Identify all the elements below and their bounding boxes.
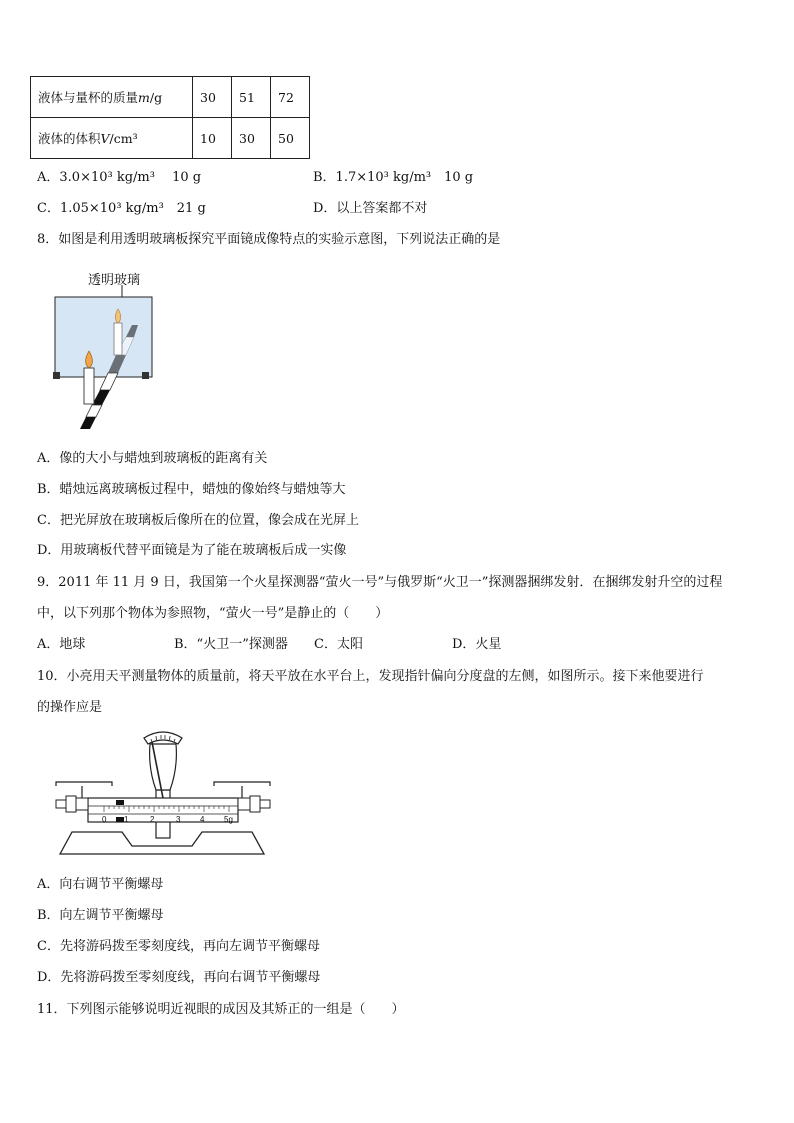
q7-option-b[interactable]: B．1.7×10³ kg/m³ 10 g bbox=[313, 170, 474, 185]
table-cell: 50 bbox=[271, 118, 310, 159]
figure-label-glass: 透明玻璃 bbox=[88, 273, 141, 288]
table-row bbox=[31, 77, 310, 118]
q7-option-a[interactable]: A．3.0×10³ kg/m³ 10 g bbox=[37, 170, 202, 185]
q10-stem-line1: 10．小亮用天平测量物体的质量前，将天平放在水平台上，发现指针偏向分度盘的左侧，如图所示。接下来他要进行 bbox=[37, 669, 704, 684]
table-cell: 51 bbox=[232, 77, 271, 118]
q9-option-a[interactable]: A．地球 bbox=[37, 637, 86, 652]
table-row-label: 液体的体积V/cm³ bbox=[31, 118, 193, 159]
table-cell: 30 bbox=[232, 118, 271, 159]
balance-scale-label: 3 bbox=[176, 815, 181, 824]
table-cell: 10 bbox=[193, 118, 232, 159]
data-table bbox=[30, 76, 310, 159]
q8-option-c[interactable]: C．把光屏放在玻璃板后像所在的位置，像会成在光屏上 bbox=[37, 513, 359, 528]
q10-stem-line2: 的操作应是 bbox=[37, 700, 103, 715]
q8-option-a[interactable]: A．像的大小与蜡烛到玻璃板的距离有关 bbox=[37, 451, 268, 466]
table-row-label: 液体与量杯的质量m/g bbox=[31, 77, 193, 118]
q10-option-d[interactable]: D．先将游码拨至零刻度线，再向右调节平衡螺母 bbox=[37, 970, 321, 985]
q9-stem-line1: 9．2011 年 11 月 9 日，我国第一个火星探测器“萤火一号”与俄罗斯“火卫一”探测器捆绑发射．在捆绑发射升空的过程 bbox=[37, 575, 723, 590]
balance-scale-label: 2 bbox=[150, 815, 155, 824]
q10-option-b[interactable]: B．向左调节平衡螺母 bbox=[37, 908, 164, 923]
q9-option-d[interactable]: D．火星 bbox=[452, 637, 502, 652]
q9-option-c[interactable]: C．太阳 bbox=[314, 637, 363, 652]
table-row bbox=[31, 118, 310, 159]
balance-figure bbox=[52, 728, 274, 860]
balance-scale-label: 1 bbox=[124, 815, 129, 824]
q9-option-b[interactable]: B．“火卫一”探测器 bbox=[174, 637, 288, 652]
table-cell: 72 bbox=[271, 77, 310, 118]
balance-scale-label: 0 bbox=[102, 815, 107, 824]
q7-option-d[interactable]: D．以上答案都不对 bbox=[313, 201, 428, 216]
q10-option-a[interactable]: A．向右调节平衡螺母 bbox=[37, 877, 164, 892]
balance-scale-label: 5g bbox=[224, 815, 233, 824]
q11-stem: 11．下列图示能够说明近视眼的成因及其矫正的一组是（ ） bbox=[37, 1002, 405, 1017]
q8-option-b[interactable]: B．蜡烛远离玻璃板过程中，蜡烛的像始终与蜡烛等大 bbox=[37, 482, 346, 497]
q8-option-d[interactable]: D．用玻璃板代替平面镜是为了能在玻璃板后成一实像 bbox=[37, 543, 347, 558]
q7-option-c[interactable]: C．1.05×10³ kg/m³ 21 g bbox=[37, 201, 206, 216]
mirror-experiment-figure bbox=[40, 285, 170, 430]
q9-stem-line2: 中，以下列那个物体为参照物，“萤火一号”是静止的（ ） bbox=[37, 606, 389, 621]
q8-stem: 8．如图是利用透明玻璃板探究平面镜成像特点的实验示意图，下列说法正确的是 bbox=[37, 232, 501, 247]
balance-scale-label: 4 bbox=[200, 815, 205, 824]
q10-option-c[interactable]: C．先将游码拨至零刻度线，再向左调节平衡螺母 bbox=[37, 939, 320, 954]
table-cell: 30 bbox=[193, 77, 232, 118]
